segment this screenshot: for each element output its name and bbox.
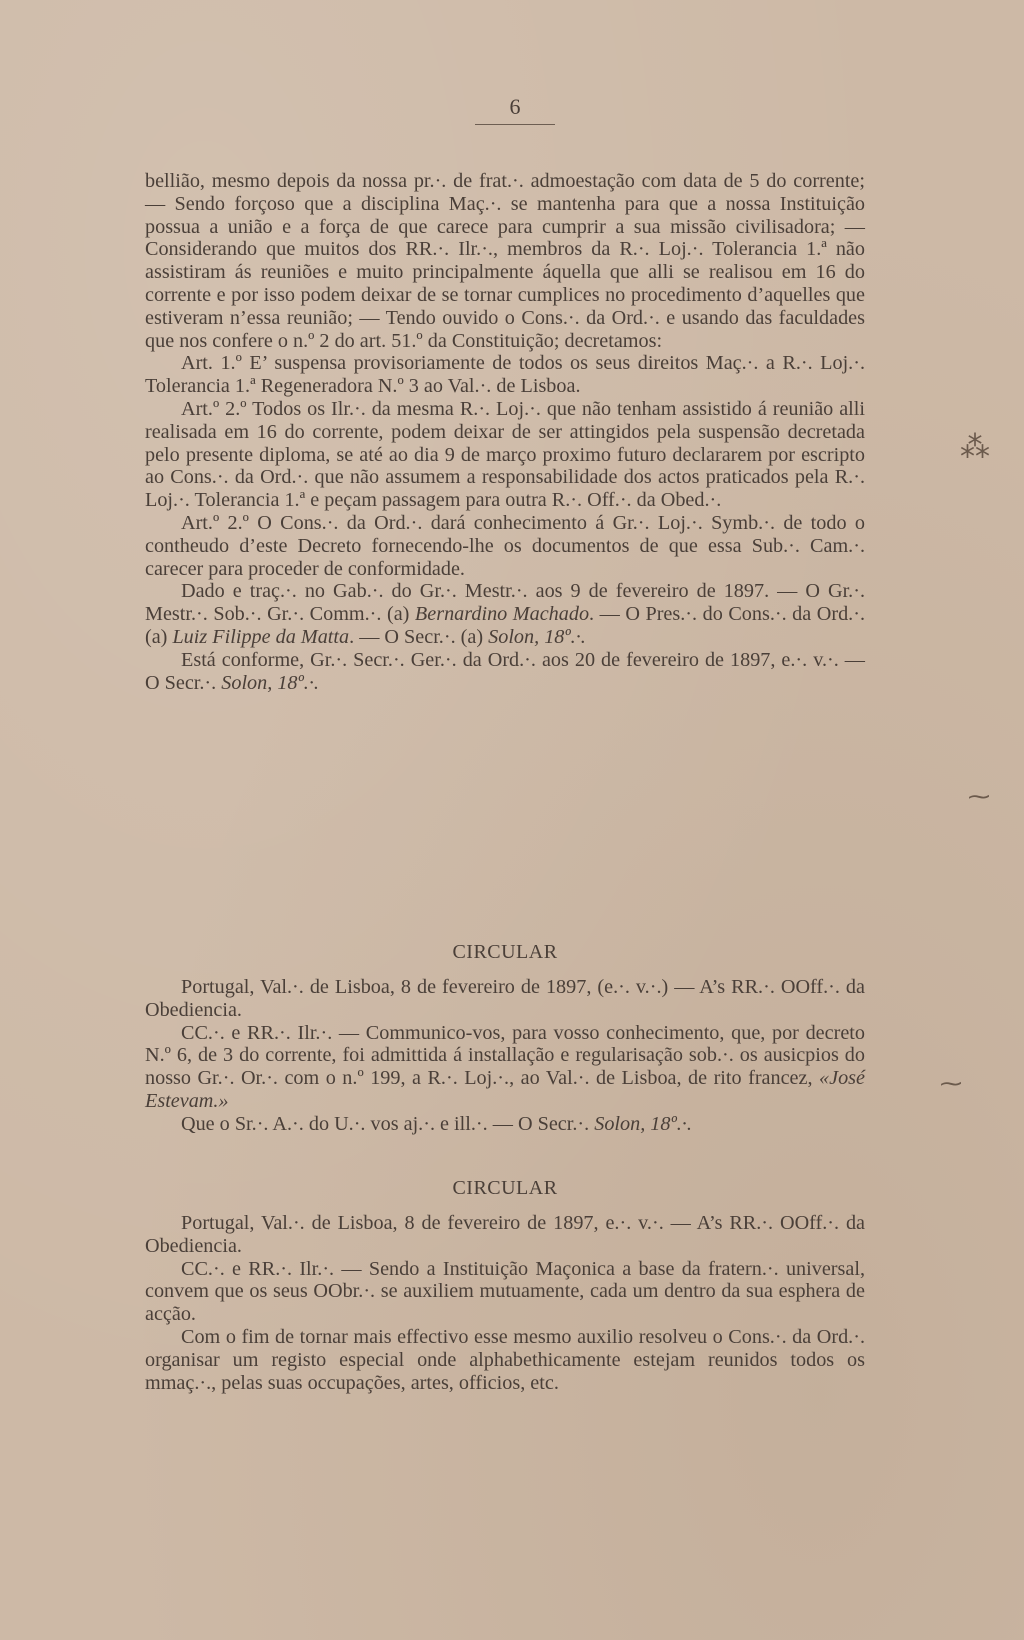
secretary-intro: . — O Secr.·. (a) (349, 625, 489, 648)
circular-1-secretary: Solon, 18º.·. (594, 1112, 692, 1135)
margin-ink-mark: ⁂ (960, 430, 990, 465)
president-name: Luiz Filippe da Matta (172, 625, 350, 648)
closing-secretary: Solon, 18º.·. (221, 671, 319, 694)
paragraph-article-2: Art.º 2.º Todos os Ilr.·. da mesma R.·. Loj.·. que não tenham assistido á reunião alli realisada em 16 do corrente, podem deixar de ser attingidos pela suspensão decretada pelo presente diploma, se até ao dia 9 de março proximo futuro declararem por escripto ao Cons.·. da Ord.·. que não assumem a responsabilidade dos actos praticados pela R.·. Loj.·. Tolerancia 1.ª e peçam passagem para outra R.·. Off.·. da Obed.·. (145, 397, 865, 512)
margin-ink-mark: ⁓ (968, 785, 990, 810)
page-number: 6 (509, 94, 521, 119)
paragraph-circular-1-date: Portugal, Val.·. de Lisboa, 8 de fevereiro de 1897, (e.·. v.·.) — A’s RR.·. OOff.·. da Obediencia. (145, 976, 865, 1021)
circular-1-closing (145, 1113, 865, 1136)
paragraph-article-1: Art. 1.º E’ suspensa provisoriamente de todos os seus direitos Maç.·. a R.·. Loj.·. Tolerancia 1.ª Regeneradora N.º 3 ao Val.·. de Lisboa. (145, 352, 865, 398)
margin-ink-mark: ⁓ (940, 1072, 962, 1097)
paragraph-circular-2-body: CC.·. e RR.·. Ilr.·. — Sendo a Instituição Maçonica a base da fratern.·. universal, convem que os seus OObr.·. se auxiliem mutuamente, cada um dentro da sua esphera de acção. (145, 1257, 865, 1326)
paragraph-circular-2-purpose: Com o fim de tornar mais effectivo esse mesmo auxilio resolveu o Cons.·. da Ord.·. organisar um registo especial onde alphabethicamente estejam reunidos todos os mmaç.·., pelas suas occupações, artes, officios, etc. (145, 1325, 865, 1394)
page-number-rule (475, 124, 555, 125)
decree-text (145, 170, 865, 694)
circular-1-closing-text: Que o Sr.·. A.·. do U.·. vos aj.·. e ill.·. — O Secr.·. (181, 1112, 595, 1135)
circular-1-text (145, 976, 865, 1136)
secretary-name: Solon, 18º.·. (488, 625, 586, 648)
circular-heading: CIRCULAR (452, 941, 558, 963)
paragraph-article-3: Art.º 2.º O Cons.·. da Ord.·. dará conhecimento á Gr.·. Loj.·. Symb.·. de todo o contheudo d’este Decreto fornecendo-lhe os documentos de que essa Sub.·. Cam.·. carecer para proceder de conformidade. (145, 511, 865, 580)
grand-master-name: Bernardino Machado (414, 603, 590, 626)
lodge-name: «José Estevam.» (145, 1067, 865, 1112)
closing-text: Está conforme, Gr.·. Secr.·. Ger.·. da Ord.·. aos 20 de fevereiro de 1897, e.·. v.·. — O Secr.·. (145, 648, 865, 694)
paragraph: bellião, mesmo depois da nossa pr.·. de frat.·. admoestação com data de 5 do corrente; — Sendo forçoso que a disciplina Maç.·. se mantenha para que a nossa Instituição possua a união e a força de que carece para cumprir a sua missão civilisadora; — Considerando que muitos dos RR.·. Ilr.·., membros da R.·. Loj.·. Tolerancia 1.ª não assistiram ás reuniões e muito principalmente áquella que alli se realisou em 16 do corrente e por isso podem deixar de se tornar cumplices no procedimento d’aquelles que estiveram n’essa reunião; — Tendo ouvido o Cons.·. da Ord.·. e usando das faculdades que nos confere o n.º 2 do art. 51.º da Constituição; decretamos: (145, 170, 865, 352)
decree-closing (145, 649, 865, 695)
paragraph-circular-1-body (145, 1022, 865, 1113)
decree-signature (145, 580, 865, 648)
circular-2-text (145, 1212, 865, 1394)
president-intro: . — O Pres.·. do Cons.·. da Ord.·. (a) (145, 603, 865, 648)
circular-1-body-text: CC.·. e RR.·. Ilr.·. — Communico-vos, para vosso conhecimento, que, por decreto N.º 6, de 3 do corrente, foi admittida á installação e regularisação sob.·. os ausicpios do nosso Gr.·. Or.·. com o n.º 199, a R.·. Loj.·., ao Val.·. de Lisboa, de rito francez, (145, 1021, 865, 1090)
paragraph-circular-2-date: Portugal, Val.·. de Lisboa, 8 de fevereiro de 1897, e.·. v.·. — A’s RR.·. OOff.·. da Obediencia. (145, 1212, 865, 1257)
signature-intro: Dado e traç.·. no Gab.·. do Gr.·. Mestr.·. aos 9 de fevereiro de 1897. — O Gr.·. Mestr.·. Sob.·. Gr.·. Comm.·. (a) (145, 580, 865, 626)
circular-heading: CIRCULAR (452, 1177, 558, 1199)
